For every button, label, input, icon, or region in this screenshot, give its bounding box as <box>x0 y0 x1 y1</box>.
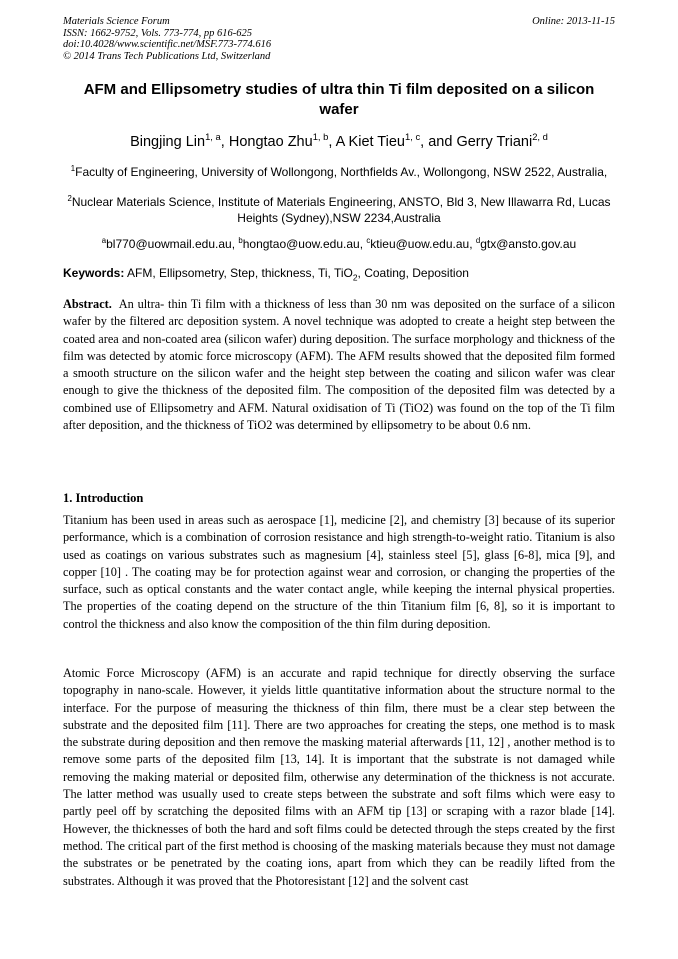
affiliation-text: Nuclear Materials Science, Institute of Materials Engineering, ANSTO, Bld 3, New Illawarra Rd, Lucas Heights (Sydney),NSW 2234,Australia <box>71 195 611 225</box>
body-paragraph: Atomic Force Microscopy (AFM) is an accurate and rapid technique for directly observing the surface topography in nano-scale. However, it yields little quantitative information about the structure normal to the interface. For the purpose of measuring the thickness of thin film, there must be a clear step between the substrate and the deposited film [11]. There are two approaches for creating the steps, one method is to mask the substrate during deposition and then remove the masking material afterwards [11, 12] , another method is to remove some parts of the deposited film [13, 14]. It is important that the substrate is not damaged while removing the making material or deposited film, otherwise any determination of the thickness is not accurate. The latter method was usually used to create steps between the substrate and soft films which were easy to partly peel off by scratching the deposited films with an AFM tip [13] or scraping with a razor blade [14]. However, the thicknesses of both the hard and soft films could be detected through the steps created by the first method. The critical part of the first method is choosing of the masking materials because they must not damage the substrates or be penetrated by the coating ions, apart from which they can be readily lifted from the substrates. Although it was proved that the Photoresistant [12] and the solvent cast <box>63 666 615 888</box>
body-paragraph: Titanium has been used in areas such as aerospace [1], medicine [2], and chemistry [3] because of its superior performance, which is a combination of corrosion resistance and high strength-to-weight ratio. Titanium is also used as coatings on various substrates such as magnesium [4], stainless steel [5], glass [6-8], mica [9], and copper [10] . The coating may be for protection against wear and corrosion, or changing the properties of the surface, such as optical constants and the water contact angle, while keeping the internal physical properties. The properties of the coating depend on the structure of the thin Titanium film [6, 8], so it is important to control the thickness and also know the composition of the thin film during deposition. <box>63 513 615 631</box>
author-affiliation-mark: 2, d <box>532 131 548 143</box>
affiliation-2 <box>63 195 615 226</box>
online-date: Online: 2013-11-15 <box>532 16 615 27</box>
email-list: $^a$bl770@uowmail.edu.au, $^b$hongtao@uow.edu.au, $^c$ktieu@uow.edu.au, $^d$gtx@ansto.gov.au <box>101 236 577 251</box>
section-heading-introduction: 1. Introduction <box>63 491 144 505</box>
author-affiliation-mark: 1, a <box>205 131 221 143</box>
affiliation-mark: 2 <box>67 194 72 203</box>
email-link[interactable]: hongtao@uow.edu.au <box>242 237 360 251</box>
email-link[interactable]: bl770@uowmail.edu.au <box>106 237 232 251</box>
author-name: Bingjing Lin <box>130 134 206 150</box>
author-affiliation-mark: 1, b <box>312 131 329 143</box>
author-list: Bingjing Lin$^{1, a}$, Hongtao Zhu$^{1, b}$, A Kiet Tieu$^{1, c}$, and Gerry Triani$^{2, d}$ <box>130 131 548 150</box>
email-link[interactable]: gtx@ansto.gov.au <box>480 237 577 251</box>
abstract-text: An ultra- thin Ti film with a thickness of less than 30 nm was deposited on the surface of a silicon wafer by the filtered arc deposition system. A novel technique was adopted to create a height step between the coated area and non-coated area (silicon wafer) during deposition. The surface morphology and thickness of the film was detected by atomic force microscopy (AFM). The AFM results showed that the deposited film formed a smooth structure on the silicon wafer and the height step between the coating and silicon wafer was clear enough to give the thickness of the deposited film. The composition of the deposited film was detected by a combined use of Ellipsometry and AFM. Natural oxidisation of Ti (TiO2) was found on the top of the Ti film after deposition, and the thickness of TiO2 was determined by ellipsometry to be about 0.6 nm. <box>63 297 615 433</box>
abstract <box>63 296 615 434</box>
issn-line: ISSN: 1662-9752, Vols. 773-774, pp 616-625 <box>63 27 252 39</box>
abstract-label: Abstract. <box>63 297 112 311</box>
author-name: Hongtao Zhu <box>228 134 313 150</box>
email-link[interactable]: ktieu@uow.edu.au <box>370 237 470 251</box>
author-name: Gerry Triani <box>456 134 533 150</box>
paper-title: AFM and Ellipsometry studies of ultra thin Ti film deposited on a silicon wafer <box>83 81 595 118</box>
copyright-line: © 2014 Trans Tech Publications Ltd, Switzerland <box>63 50 271 62</box>
keywords-line: Keywords: AFM, Ellipsometry, Step, thickness, Ti, TiO$_2$, Coating, Deposition <box>63 266 469 283</box>
journal-name: Materials Science Forum <box>63 16 170 27</box>
author-name: A Kiet Tieu <box>335 134 405 150</box>
keywords-label: Keywords: <box>63 266 125 280</box>
doi-line: doi:10.4028/www.scientific.net/MSF.773-774.616 <box>63 39 272 50</box>
affiliation-text: Faculty of Engineering, University of Wollongong, Northfields Av., Wollongong, NSW 2522, Australia, <box>75 165 608 179</box>
journal-header <box>63 16 271 62</box>
author-affiliation-mark: 1, c <box>404 131 421 143</box>
affiliation-1 <box>63 165 615 181</box>
affiliation-mark: 1 <box>70 164 76 173</box>
